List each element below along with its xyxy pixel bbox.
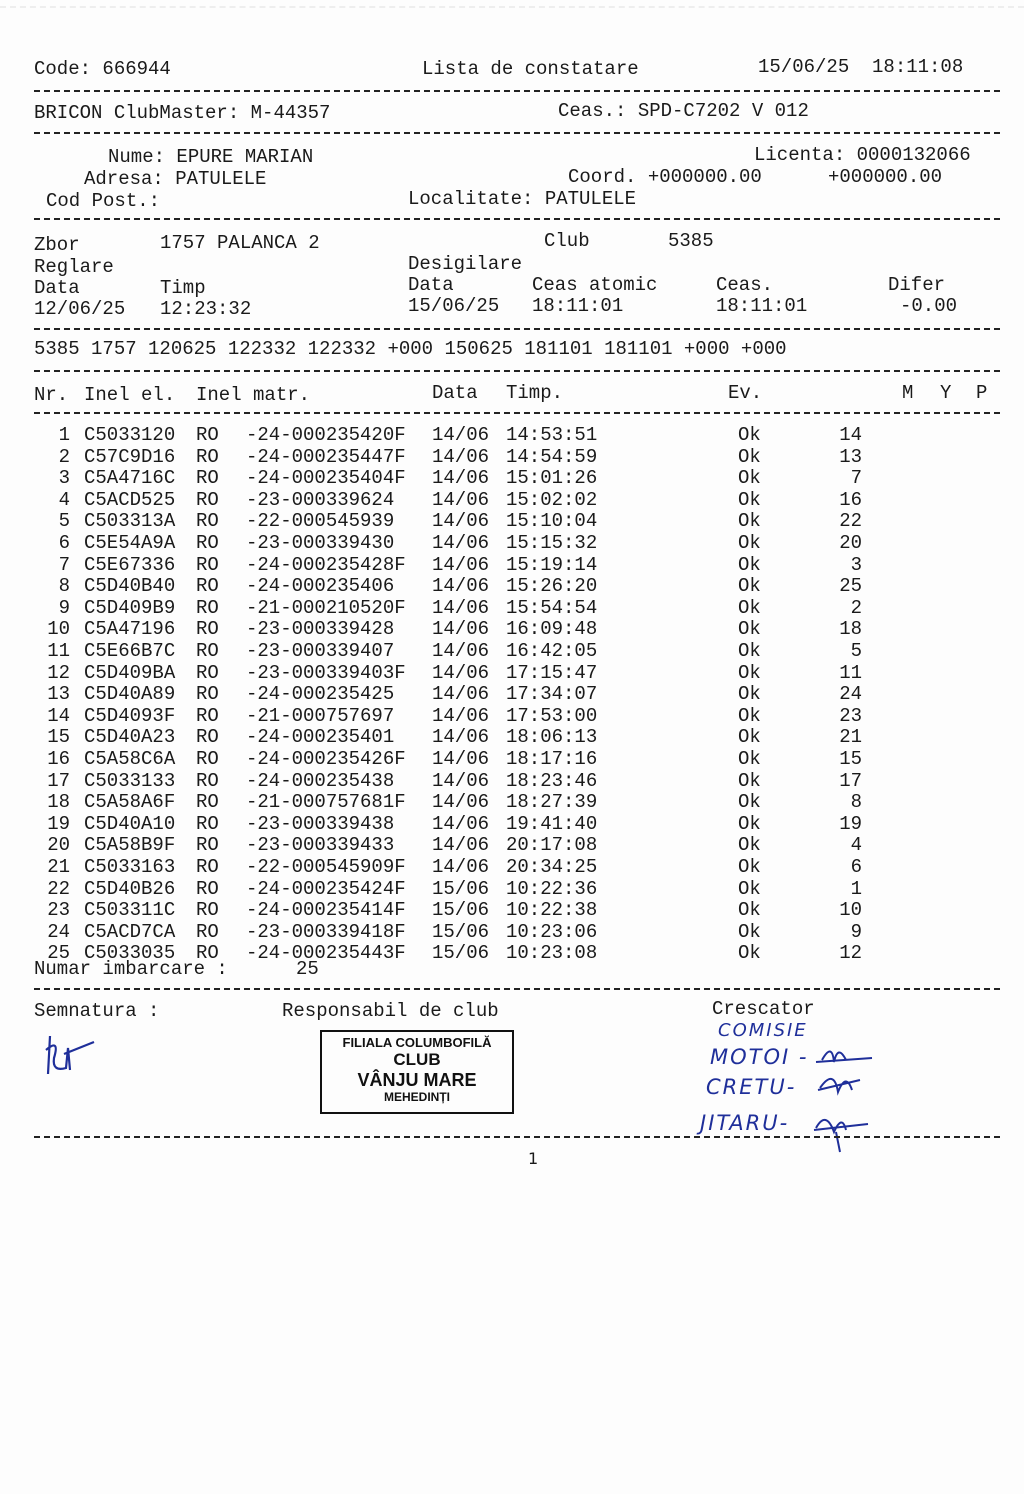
row-number: 18 (47, 791, 70, 814)
row-number: 13 (47, 683, 70, 706)
row-electronic-ring: C5A58C6A (84, 748, 176, 770)
row-date: 14/06 (432, 791, 490, 814)
row-rank: 19 (839, 812, 862, 835)
club-stamp (320, 1030, 514, 1114)
row-number: 12 (47, 661, 70, 684)
row-event: Ok (738, 856, 761, 878)
row-time: 17:53:00 (506, 704, 598, 727)
row-number: 3 (58, 467, 70, 490)
coordinates: Coord. +000000.00 (568, 166, 762, 188)
row-electronic-ring: C5033120 (84, 424, 176, 446)
stamp-line-4: MEHEDINȚI (384, 1090, 450, 1104)
setting-date-label: Data (34, 277, 80, 299)
divider (34, 412, 1000, 414)
row-electronic-ring: C5ACD525 (84, 488, 176, 511)
row-country: RO (196, 856, 219, 878)
row-electronic-ring: C5D40A89 (84, 683, 176, 706)
divider (34, 1136, 1000, 1138)
row-time: 20:17:08 (506, 834, 598, 857)
locality: Localitate: PATULELE (408, 188, 637, 210)
row-number: 24 (47, 920, 70, 943)
row-ring-number: -21-000757681F (246, 791, 406, 814)
atomic-clock-label: Ceas atomic (532, 274, 658, 296)
row-electronic-ring: C5D409BA (84, 661, 176, 684)
row-number: 21 (47, 856, 70, 878)
row-event: Ok (738, 748, 761, 770)
row-date: 14/06 (432, 488, 490, 511)
row-ring-number: -24-000235404F (246, 467, 406, 490)
row-country: RO (196, 596, 219, 619)
row-country: RO (196, 575, 219, 598)
row-rank: 16 (839, 488, 862, 511)
row-event: Ok (738, 445, 761, 468)
row-number: 5 (58, 510, 70, 533)
row-number: 8 (58, 575, 70, 598)
row-number: 25 (47, 942, 70, 965)
row-rank: 25 (839, 575, 862, 598)
row-rank: 13 (839, 445, 862, 468)
row-date: 14/06 (432, 445, 490, 468)
owner-address: Adresa: PATULELE (84, 168, 267, 190)
row-country: RO (196, 424, 219, 446)
row-date: 15/06 (432, 920, 490, 943)
handwritten-commission: COMISIE (718, 1020, 808, 1041)
row-country: RO (196, 532, 219, 554)
row-time: 19:41:40 (506, 812, 598, 835)
row-event: Ok (738, 683, 761, 706)
row-country: RO (196, 553, 219, 576)
handwritten-name-2: CRETU- (706, 1075, 797, 1099)
row-rank: 18 (839, 618, 862, 641)
row-time: 15:15:32 (506, 532, 598, 554)
flight-label: Zbor (34, 234, 80, 256)
row-ring-number: -24-000235447F (246, 445, 406, 468)
row-number: 11 (47, 640, 70, 662)
row-date: 14/06 (432, 683, 490, 706)
row-event: Ok (738, 899, 761, 922)
summary-code-line: 5385 1757 120625 122332 122332 +000 150625 181101 181101 +000 +000 (34, 338, 787, 360)
divider (34, 90, 1000, 92)
stamp-line-3: VÂNJU MARE (357, 1070, 477, 1090)
boarding-count-value: 25 (296, 958, 319, 980)
breeder-label: Crescator (712, 998, 815, 1020)
row-time: 15:01:26 (506, 467, 598, 490)
row-electronic-ring: C5E54A9A (84, 532, 176, 554)
row-number: 1 (58, 424, 70, 446)
row-ring-number: -23-000339433 (246, 834, 395, 857)
row-time: 16:42:05 (506, 640, 598, 662)
row-rank: 21 (839, 726, 862, 749)
row-electronic-ring: C5D40A23 (84, 726, 176, 749)
row-event: Ok (738, 726, 761, 749)
row-ring-number: -24-000235428F (246, 553, 406, 576)
row-event: Ok (738, 553, 761, 576)
row-rank: 24 (839, 683, 862, 706)
row-time: 10:22:38 (506, 899, 598, 922)
row-ring-number: -23-000339418F (246, 920, 406, 943)
handwritten-name-1: MOTOI - (710, 1045, 809, 1069)
row-time: 10:23:06 (506, 920, 598, 943)
handwritten-name-3: JITARU- (700, 1111, 790, 1135)
page-number: 1 (528, 1149, 539, 1168)
row-time: 15:10:04 (506, 510, 598, 533)
setting-date: 12/06/25 (34, 298, 126, 320)
stamp-line-1: FILIALA COLUMBOFILĂ (342, 1035, 492, 1050)
signature-mark-icon (40, 1028, 100, 1080)
row-number: 9 (58, 596, 70, 619)
row-rank: 1 (850, 877, 862, 900)
row-electronic-ring: C57C9D16 (84, 445, 176, 468)
row-rank: 6 (850, 856, 862, 878)
row-date: 14/06 (432, 834, 490, 857)
row-time: 18:23:46 (506, 769, 598, 792)
row-date: 14/06 (432, 596, 490, 619)
col-y: Y (940, 382, 952, 404)
row-electronic-ring: C5D40B40 (84, 575, 176, 598)
row-electronic-ring: C5E66B7C (84, 640, 176, 662)
boarding-count-label: Numar imbarcare : (34, 958, 228, 980)
row-rank: 23 (839, 704, 862, 727)
row-event: Ok (738, 532, 761, 554)
row-event: Ok (738, 661, 761, 684)
col-ev: Ev. (728, 382, 763, 404)
row-time: 15:26:20 (506, 575, 598, 598)
row-time: 18:06:13 (506, 726, 598, 749)
row-date: 14/06 (432, 575, 490, 598)
row-rank: 22 (839, 510, 862, 533)
page-title: Lista de constatare (422, 58, 639, 80)
handwritten-scribbles-icon (812, 1040, 876, 1158)
row-electronic-ring: C503311C (84, 899, 176, 922)
club-responsible-label: Responsabil de club (282, 1000, 499, 1022)
row-rank: 12 (839, 942, 862, 965)
row-ring-number: -21-000757697 (246, 704, 395, 727)
row-date: 14/06 (432, 769, 490, 792)
row-electronic-ring: C5033035 (84, 942, 176, 965)
row-ring-number: -24-000235425 (246, 683, 395, 706)
row-electronic-ring: C5A47196 (84, 618, 176, 641)
row-country: RO (196, 640, 219, 662)
club-number: 5385 (668, 230, 714, 252)
row-ring-number: -24-000235424F (246, 877, 406, 900)
row-date: 15/06 (432, 942, 490, 965)
setting-time: 12:23:32 (160, 298, 252, 320)
row-ring-number: -24-000235414F (246, 899, 406, 922)
row-time: 18:27:39 (506, 791, 598, 814)
row-country: RO (196, 769, 219, 792)
clubmaster-id: BRICON ClubMaster: M-44357 (34, 102, 331, 124)
row-time: 15:19:14 (506, 553, 598, 576)
col-timp: Timp. (506, 382, 564, 404)
coordinates-second: +000000.00 (828, 166, 943, 188)
row-rank: 3 (850, 553, 862, 576)
row-event: Ok (738, 834, 761, 857)
row-event: Ok (738, 488, 761, 511)
row-date: 14/06 (432, 726, 490, 749)
row-ring-number: -22-000545909F (246, 856, 406, 878)
row-country: RO (196, 812, 219, 835)
row-ring-number: -22-000545939 (246, 510, 395, 533)
divider (34, 328, 1000, 330)
row-country: RO (196, 488, 219, 511)
row-event: Ok (738, 791, 761, 814)
flight-value: 1757 PALANCA 2 (160, 232, 320, 254)
row-time: 10:23:08 (506, 942, 598, 965)
row-country: RO (196, 510, 219, 533)
row-date: 14/06 (432, 856, 490, 878)
row-country: RO (196, 683, 219, 706)
row-date: 15/06 (432, 899, 490, 922)
row-electronic-ring: C5A4716C (84, 467, 176, 490)
row-ring-number: -24-000235438 (246, 769, 395, 792)
row-number: 17 (47, 769, 70, 792)
setting-time-label: Timp (160, 277, 206, 299)
row-rank: 8 (850, 791, 862, 814)
stamp-line-2: CLUB (393, 1050, 441, 1069)
row-ring-number: -21-000210520F (246, 596, 406, 619)
row-ring-number: -23-000339438 (246, 812, 395, 835)
row-event: Ok (738, 424, 761, 446)
row-rank: 14 (839, 424, 862, 446)
row-date: 14/06 (432, 553, 490, 576)
row-ring-number: -24-000235406 (246, 575, 395, 598)
row-time: 14:53:51 (506, 424, 598, 446)
row-rank: 20 (839, 532, 862, 554)
row-event: Ok (738, 618, 761, 641)
row-date: 14/06 (432, 812, 490, 835)
row-ring-number: -23-000339407 (246, 640, 395, 662)
row-event: Ok (738, 769, 761, 792)
row-event: Ok (738, 920, 761, 943)
row-electronic-ring: C5D40A10 (84, 812, 176, 835)
row-date: 14/06 (432, 467, 490, 490)
row-date: 14/06 (432, 640, 490, 662)
row-event: Ok (738, 812, 761, 835)
row-country: RO (196, 618, 219, 641)
row-event: Ok (738, 510, 761, 533)
row-rank: 7 (850, 467, 862, 490)
row-electronic-ring: C503313A (84, 510, 176, 533)
row-date: 14/06 (432, 748, 490, 770)
row-event: Ok (738, 467, 761, 490)
row-electronic-ring: C5A58A6F (84, 791, 176, 814)
setting-label: Reglare (34, 256, 114, 278)
clock-time: 18:11:01 (716, 295, 808, 317)
row-number: 7 (58, 553, 70, 576)
row-number: 10 (47, 618, 70, 641)
clock-label: Ceas. (716, 274, 774, 296)
row-time: 10:22:36 (506, 877, 598, 900)
row-country: RO (196, 834, 219, 857)
row-country: RO (196, 704, 219, 727)
row-rank: 17 (839, 769, 862, 792)
row-rank: 9 (850, 920, 862, 943)
row-electronic-ring: C5A58B9F (84, 834, 176, 857)
unsealing-date: 15/06/25 (408, 295, 500, 317)
print-datetime: 15/06/25 18:11:08 (758, 56, 964, 78)
row-number: 15 (47, 726, 70, 749)
row-time: 14:54:59 (506, 445, 598, 468)
row-country: RO (196, 920, 219, 943)
row-date: 14/06 (432, 424, 490, 446)
divider (34, 132, 1000, 134)
row-rank: 4 (850, 834, 862, 857)
row-number: 6 (58, 532, 70, 554)
col-m: M (902, 382, 914, 404)
row-event: Ok (738, 704, 761, 727)
row-rank: 11 (839, 661, 862, 684)
row-date: 14/06 (432, 618, 490, 641)
row-country: RO (196, 748, 219, 770)
row-country: RO (196, 726, 219, 749)
row-electronic-ring: C5ACD7CA (84, 920, 176, 943)
row-time: 15:54:54 (506, 596, 598, 619)
row-number: 14 (47, 704, 70, 727)
postal-code: Cod Post.: (46, 190, 161, 212)
row-number: 19 (47, 812, 70, 835)
row-time: 20:34:25 (506, 856, 598, 878)
row-number: 20 (47, 834, 70, 857)
row-ring-number: -23-000339428 (246, 618, 395, 641)
row-electronic-ring: C5D409B9 (84, 596, 176, 619)
row-time: 17:15:47 (506, 661, 598, 684)
row-time: 17:34:07 (506, 683, 598, 706)
signature-label: Semnatura : (34, 1000, 160, 1022)
row-event: Ok (738, 596, 761, 619)
row-electronic-ring: C5D40B26 (84, 877, 176, 900)
col-inel-matr: Inel matr. (196, 384, 311, 406)
row-ring-number: -24-000235426F (246, 748, 406, 770)
owner-name: Nume: EPURE MARIAN (108, 146, 314, 168)
row-number: 2 (58, 445, 70, 468)
row-date: 14/06 (432, 704, 490, 727)
row-date: 14/06 (432, 661, 490, 684)
row-number: 16 (47, 748, 70, 770)
row-event: Ok (738, 575, 761, 598)
row-rank: 15 (839, 748, 862, 770)
atomic-time: 18:11:01 (532, 295, 624, 317)
unsealing-date-label: Data (408, 274, 454, 296)
row-electronic-ring: C5033163 (84, 856, 176, 878)
row-ring-number: -23-000339403F (246, 661, 406, 684)
col-p: P (976, 382, 988, 404)
col-inel-el: Inel el. (84, 384, 176, 406)
row-date: 14/06 (432, 532, 490, 554)
divider (34, 218, 1000, 220)
row-country: RO (196, 661, 219, 684)
unsealing-label: Desigilare (408, 253, 523, 275)
row-time: 16:09:48 (506, 618, 598, 641)
row-time: 15:02:02 (506, 488, 598, 511)
row-event: Ok (738, 942, 761, 965)
row-event: Ok (738, 877, 761, 900)
row-number: 4 (58, 488, 70, 511)
row-ring-number: -24-000235420F (246, 424, 406, 446)
row-number: 22 (47, 877, 70, 900)
divider (34, 370, 1000, 372)
difference-label: Difer (888, 274, 946, 296)
row-ring-number: -23-000339430 (246, 532, 395, 554)
row-date: 15/06 (432, 877, 490, 900)
row-electronic-ring: C5033133 (84, 769, 176, 792)
row-rank: 2 (850, 596, 862, 619)
row-country: RO (196, 467, 219, 490)
row-number: 23 (47, 899, 70, 922)
license-number: Licenta: 0000132066 (754, 144, 971, 166)
divider (34, 988, 1000, 990)
row-electronic-ring: C5D4093F (84, 704, 176, 727)
row-country: RO (196, 445, 219, 468)
row-country: RO (196, 791, 219, 814)
scan-edge-line (0, 6, 1024, 8)
clock-id: Ceas.: SPD-C7202 V 012 (558, 100, 809, 122)
row-rank: 10 (839, 899, 862, 922)
row-electronic-ring: C5E67336 (84, 553, 176, 576)
row-ring-number: -24-000235401 (246, 726, 395, 749)
row-country: RO (196, 877, 219, 900)
row-ring-number: -24-000235443F (246, 942, 406, 965)
code-label: Code: 666944 (34, 58, 171, 80)
row-event: Ok (738, 640, 761, 662)
row-rank: 5 (850, 640, 862, 662)
row-ring-number: -23-000339624 (246, 488, 395, 511)
row-time: 18:17:16 (506, 748, 598, 770)
row-date: 14/06 (432, 510, 490, 533)
row-country: RO (196, 942, 219, 965)
row-country: RO (196, 899, 219, 922)
col-nr: Nr. (34, 384, 69, 406)
col-data: Data (432, 382, 478, 404)
club-label: Club (544, 230, 590, 252)
difference-value: -0.00 (900, 295, 958, 317)
